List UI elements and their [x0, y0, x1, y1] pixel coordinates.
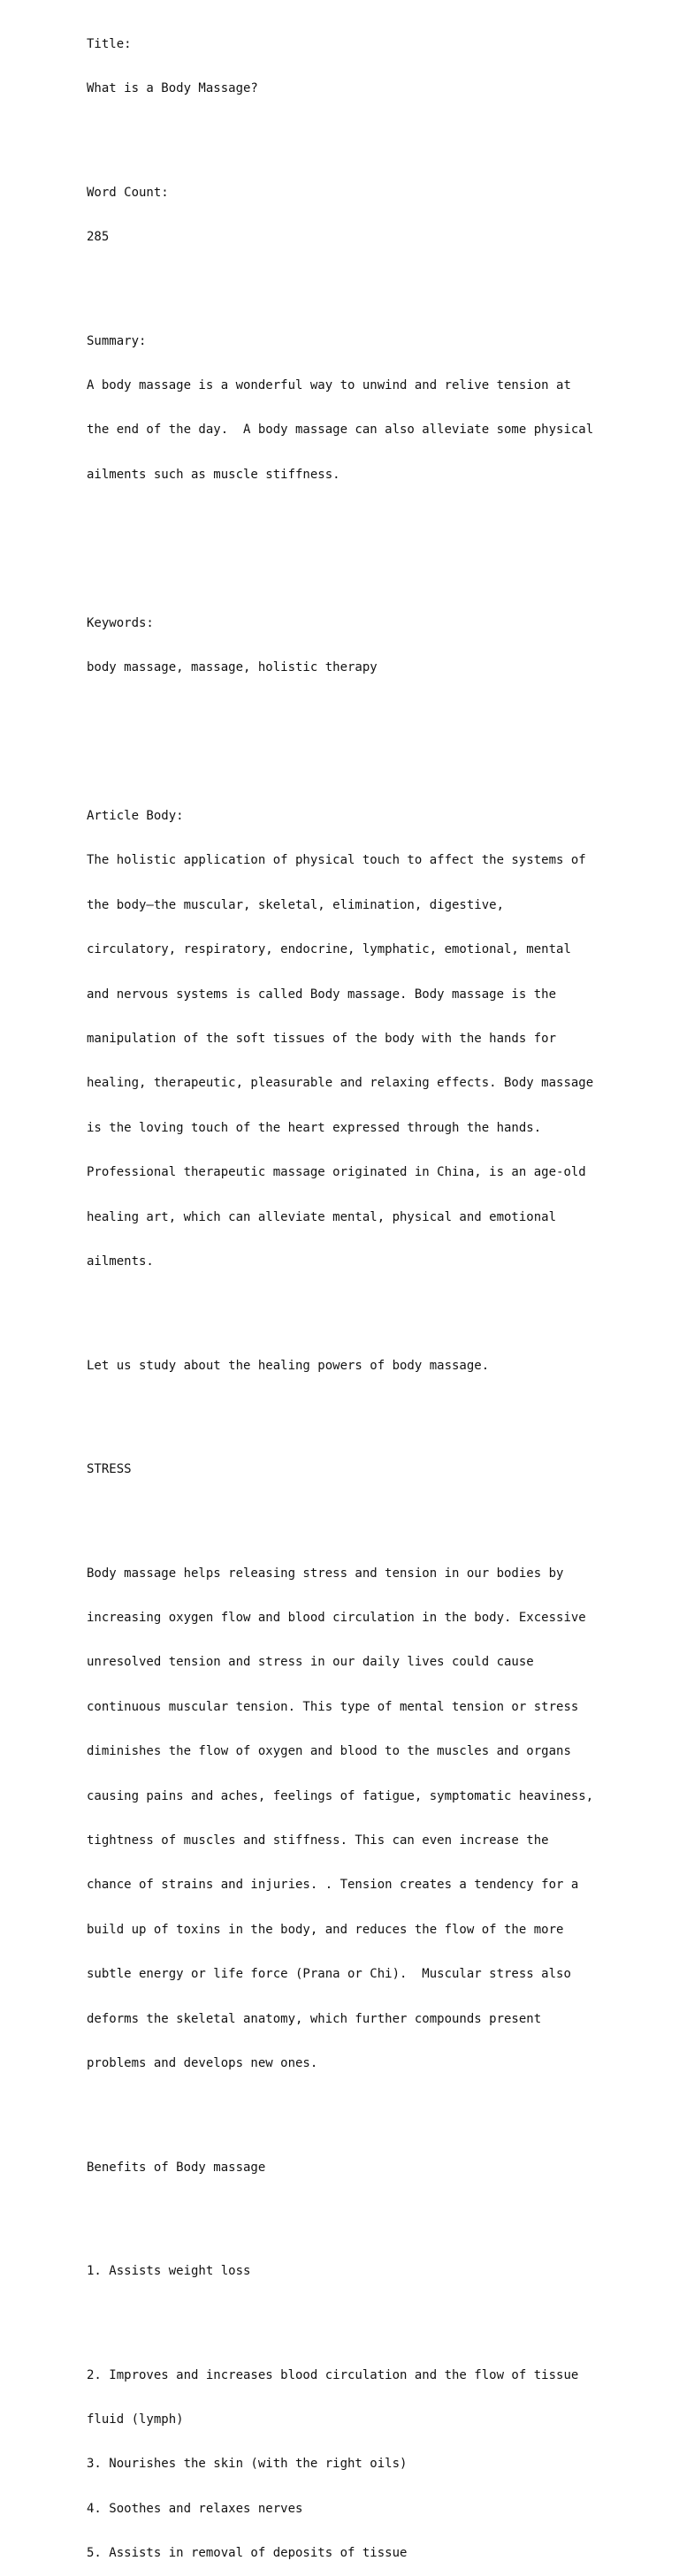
summary-line: the end of the day. A body massage can also alleviate some physical — [87, 423, 594, 438]
title-label: Title: — [87, 36, 132, 51]
spacer — [87, 556, 652, 571]
word-count-label: Word Count: — [87, 185, 169, 200]
spacer — [87, 2100, 652, 2115]
stress-line: continuous muscular tension. This type of mental tension or stress — [87, 1699, 579, 1714]
article-line: manipulation of the soft tissues of the body with the hands for — [87, 1031, 557, 1046]
article-line: and nervous systems is called Body massage. Body massage is the — [87, 987, 557, 1002]
article-body-label: Article Body: — [87, 809, 184, 824]
stress-line: tightness of muscles and stiffness. This can even increase the — [87, 1833, 549, 1848]
stress-line: unresolved tension and stress in our daily lives could cause — [87, 1655, 534, 1670]
benefit-item: 2. Improves and increases blood circulation and the flow of tissue — [87, 2367, 579, 2382]
keywords-label: Keywords: — [87, 615, 154, 630]
stress-line: subtle energy or life force (Prana or Chi). Muscular stress also — [87, 1967, 571, 1982]
stress-line: Body massage helps releasing stress and tension in our bodies by — [87, 1566, 564, 1581]
stress-line: diminishes the flow of oxygen and blood to the muscles and organs — [87, 1744, 571, 1759]
summary-line: ailments such as muscle stiffness. — [87, 467, 340, 482]
spacer — [87, 1299, 652, 1314]
stress-line: chance of strains and injuries. . Tension creates a tendency for a — [87, 1878, 579, 1893]
summary-label: Summary: — [87, 333, 147, 348]
keywords-value: body massage, massage, holistic therapy — [87, 660, 378, 675]
spacer — [87, 274, 652, 289]
spacer — [87, 1506, 652, 1521]
word-count-value: 285 — [87, 229, 110, 244]
stress-line: deforms the skeletal anatomy, which further compounds present — [87, 2011, 542, 2026]
article-line: ailments. — [87, 1254, 154, 1269]
article-line: the body—the muscular, skeletal, elimination, digestive, — [87, 897, 505, 912]
stress-line: causing pains and aches, feelings of fatigue, symptomatic heaviness, — [87, 1788, 594, 1803]
benefit-item: fluid (lymph) — [87, 2412, 184, 2427]
article-line: Professional therapeutic massage originated in China, is an age-old — [87, 1165, 586, 1180]
spacer — [87, 2309, 652, 2324]
study-line: Let us study about the healing powers of body massage. — [87, 1358, 490, 1373]
summary-line: A body massage is a wonderful way to unwind and relive tension at — [87, 377, 571, 392]
article-line: healing, therapeutic, pleasurable and relaxing effects. Body massage — [87, 1076, 594, 1091]
article-line: The holistic application of physical touch to affect the systems of — [87, 853, 586, 868]
stress-heading: STRESS — [87, 1462, 132, 1477]
benefit-item: 4. Soothes and relaxes nerves — [87, 2501, 303, 2516]
stress-line: increasing oxygen flow and blood circulation in the body. Excessive — [87, 1611, 586, 1626]
benefits-heading: Benefits of Body massage — [87, 2160, 266, 2175]
article-line: healing art, which can alleviate mental, physical and emotional — [87, 1209, 557, 1224]
benefit-item: 3. Nourishes the skin (with the right oils) — [87, 2457, 408, 2472]
spacer — [87, 126, 652, 141]
article-line: is the loving touch of the heart expressed through the hands. — [87, 1120, 542, 1135]
spacer — [87, 750, 652, 765]
title-value: What is a Body Massage? — [87, 80, 258, 95]
spacer — [87, 1403, 652, 1418]
benefit-item: 1. Assists weight loss — [87, 2264, 251, 2279]
spacer — [87, 2205, 652, 2220]
article-line: circulatory, respiratory, endocrine, lymphatic, emotional, mental — [87, 942, 571, 957]
stress-line: build up of toxins in the body, and reduces the flow of the more — [87, 1922, 564, 1937]
spacer — [87, 705, 652, 720]
benefit-item: 5. Assists in removal of deposits of tissue — [87, 2546, 408, 2561]
stress-line: problems and develops new ones. — [87, 2055, 318, 2070]
spacer — [87, 512, 652, 527]
article-document — [87, 7, 652, 2576]
